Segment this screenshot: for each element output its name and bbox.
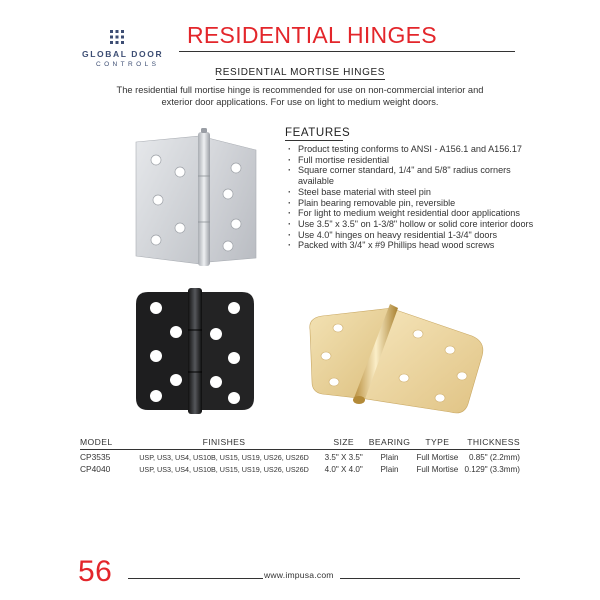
cell-bearing: Plain bbox=[380, 452, 399, 462]
table-row bbox=[80, 450, 520, 463]
table-header-row bbox=[80, 436, 520, 450]
cell-bearing: Plain bbox=[380, 464, 399, 474]
column-header-model: MODEL bbox=[80, 436, 129, 450]
subtitle-underline bbox=[216, 79, 385, 80]
feature-item: · Plain bearing removable pin, reversible bbox=[288, 198, 538, 209]
cell-thickness: 0.85" (2.2mm) bbox=[468, 452, 520, 462]
feature-item: · Full mortise residential bbox=[288, 155, 538, 166]
logo-subtext: CONTROLS bbox=[96, 61, 160, 68]
page-number: 56 bbox=[78, 555, 113, 588]
feature-item: · Packed with 3/4" x #9 Phillips head wood screws bbox=[288, 240, 538, 251]
column-header-type: TYPE bbox=[410, 436, 464, 450]
silver-hinge-image bbox=[128, 128, 262, 270]
logo-text: GLOBAL DOOR bbox=[82, 49, 164, 59]
specifications-table bbox=[80, 436, 520, 474]
column-header-size: SIZE bbox=[319, 436, 369, 450]
features-heading: FEATURES bbox=[285, 127, 351, 139]
cell-type: Full Mortise bbox=[416, 452, 459, 462]
feature-item: · Steel base material with steel pin bbox=[288, 187, 538, 198]
website-url: www.impusa.com bbox=[264, 570, 334, 580]
feature-item: · Square corner standard, 1/4" and 5/8" radius corners available bbox=[288, 165, 538, 186]
section-subtitle: RESIDENTIAL MORTISE HINGES bbox=[214, 67, 386, 78]
logo-mark-icon bbox=[110, 30, 124, 44]
page-title: RESIDENTIAL HINGES bbox=[187, 22, 437, 48]
feature-item: · Use 3.5" x 3.5" on 1-3/8" hollow or solid core interior doors bbox=[288, 219, 538, 230]
cell-finishes: USP, US3, US4, US10B, US15, US19, US26, US26D bbox=[139, 452, 309, 462]
column-header-bearing: BEARING bbox=[369, 436, 410, 450]
intro-paragraph: The residential full mortise hinge is recommended for use on non-commercial interior and exterior door applications. For use on light to medium weight doors. bbox=[116, 85, 484, 107]
column-header-finishes: FINISHES bbox=[129, 436, 318, 450]
brass-hinge-image bbox=[300, 300, 495, 425]
cell-size: 3.5" X 3.5" bbox=[324, 452, 363, 462]
cell-size: 4.0" X 4.0" bbox=[324, 464, 363, 474]
feature-item: · Use 4.0" hinges on heavy residential 1-3/4" doors bbox=[288, 230, 538, 241]
table-row bbox=[80, 462, 520, 474]
cell-model: CP4040 bbox=[80, 464, 111, 474]
footer-divider-right bbox=[340, 578, 520, 579]
cell-model: CP3535 bbox=[80, 452, 111, 462]
features-list bbox=[288, 144, 538, 251]
cell-type: Full Mortise bbox=[416, 464, 459, 474]
footer-divider-left bbox=[128, 578, 263, 579]
feature-item: · Product testing conforms to ANSI - A156.1 and A156.17 bbox=[288, 144, 538, 155]
feature-item: · For light to medium weight residential door applications bbox=[288, 208, 538, 219]
cell-finishes: USP, US3, US4, US10B, US15, US19, US26, US26D bbox=[139, 464, 309, 474]
features-underline bbox=[285, 140, 343, 141]
cell-thickness: 0.129" (3.3mm) bbox=[464, 464, 520, 474]
header-divider bbox=[179, 51, 515, 52]
column-header-thickness: THICKNESS bbox=[464, 436, 520, 450]
black-hinge-image bbox=[132, 286, 258, 416]
